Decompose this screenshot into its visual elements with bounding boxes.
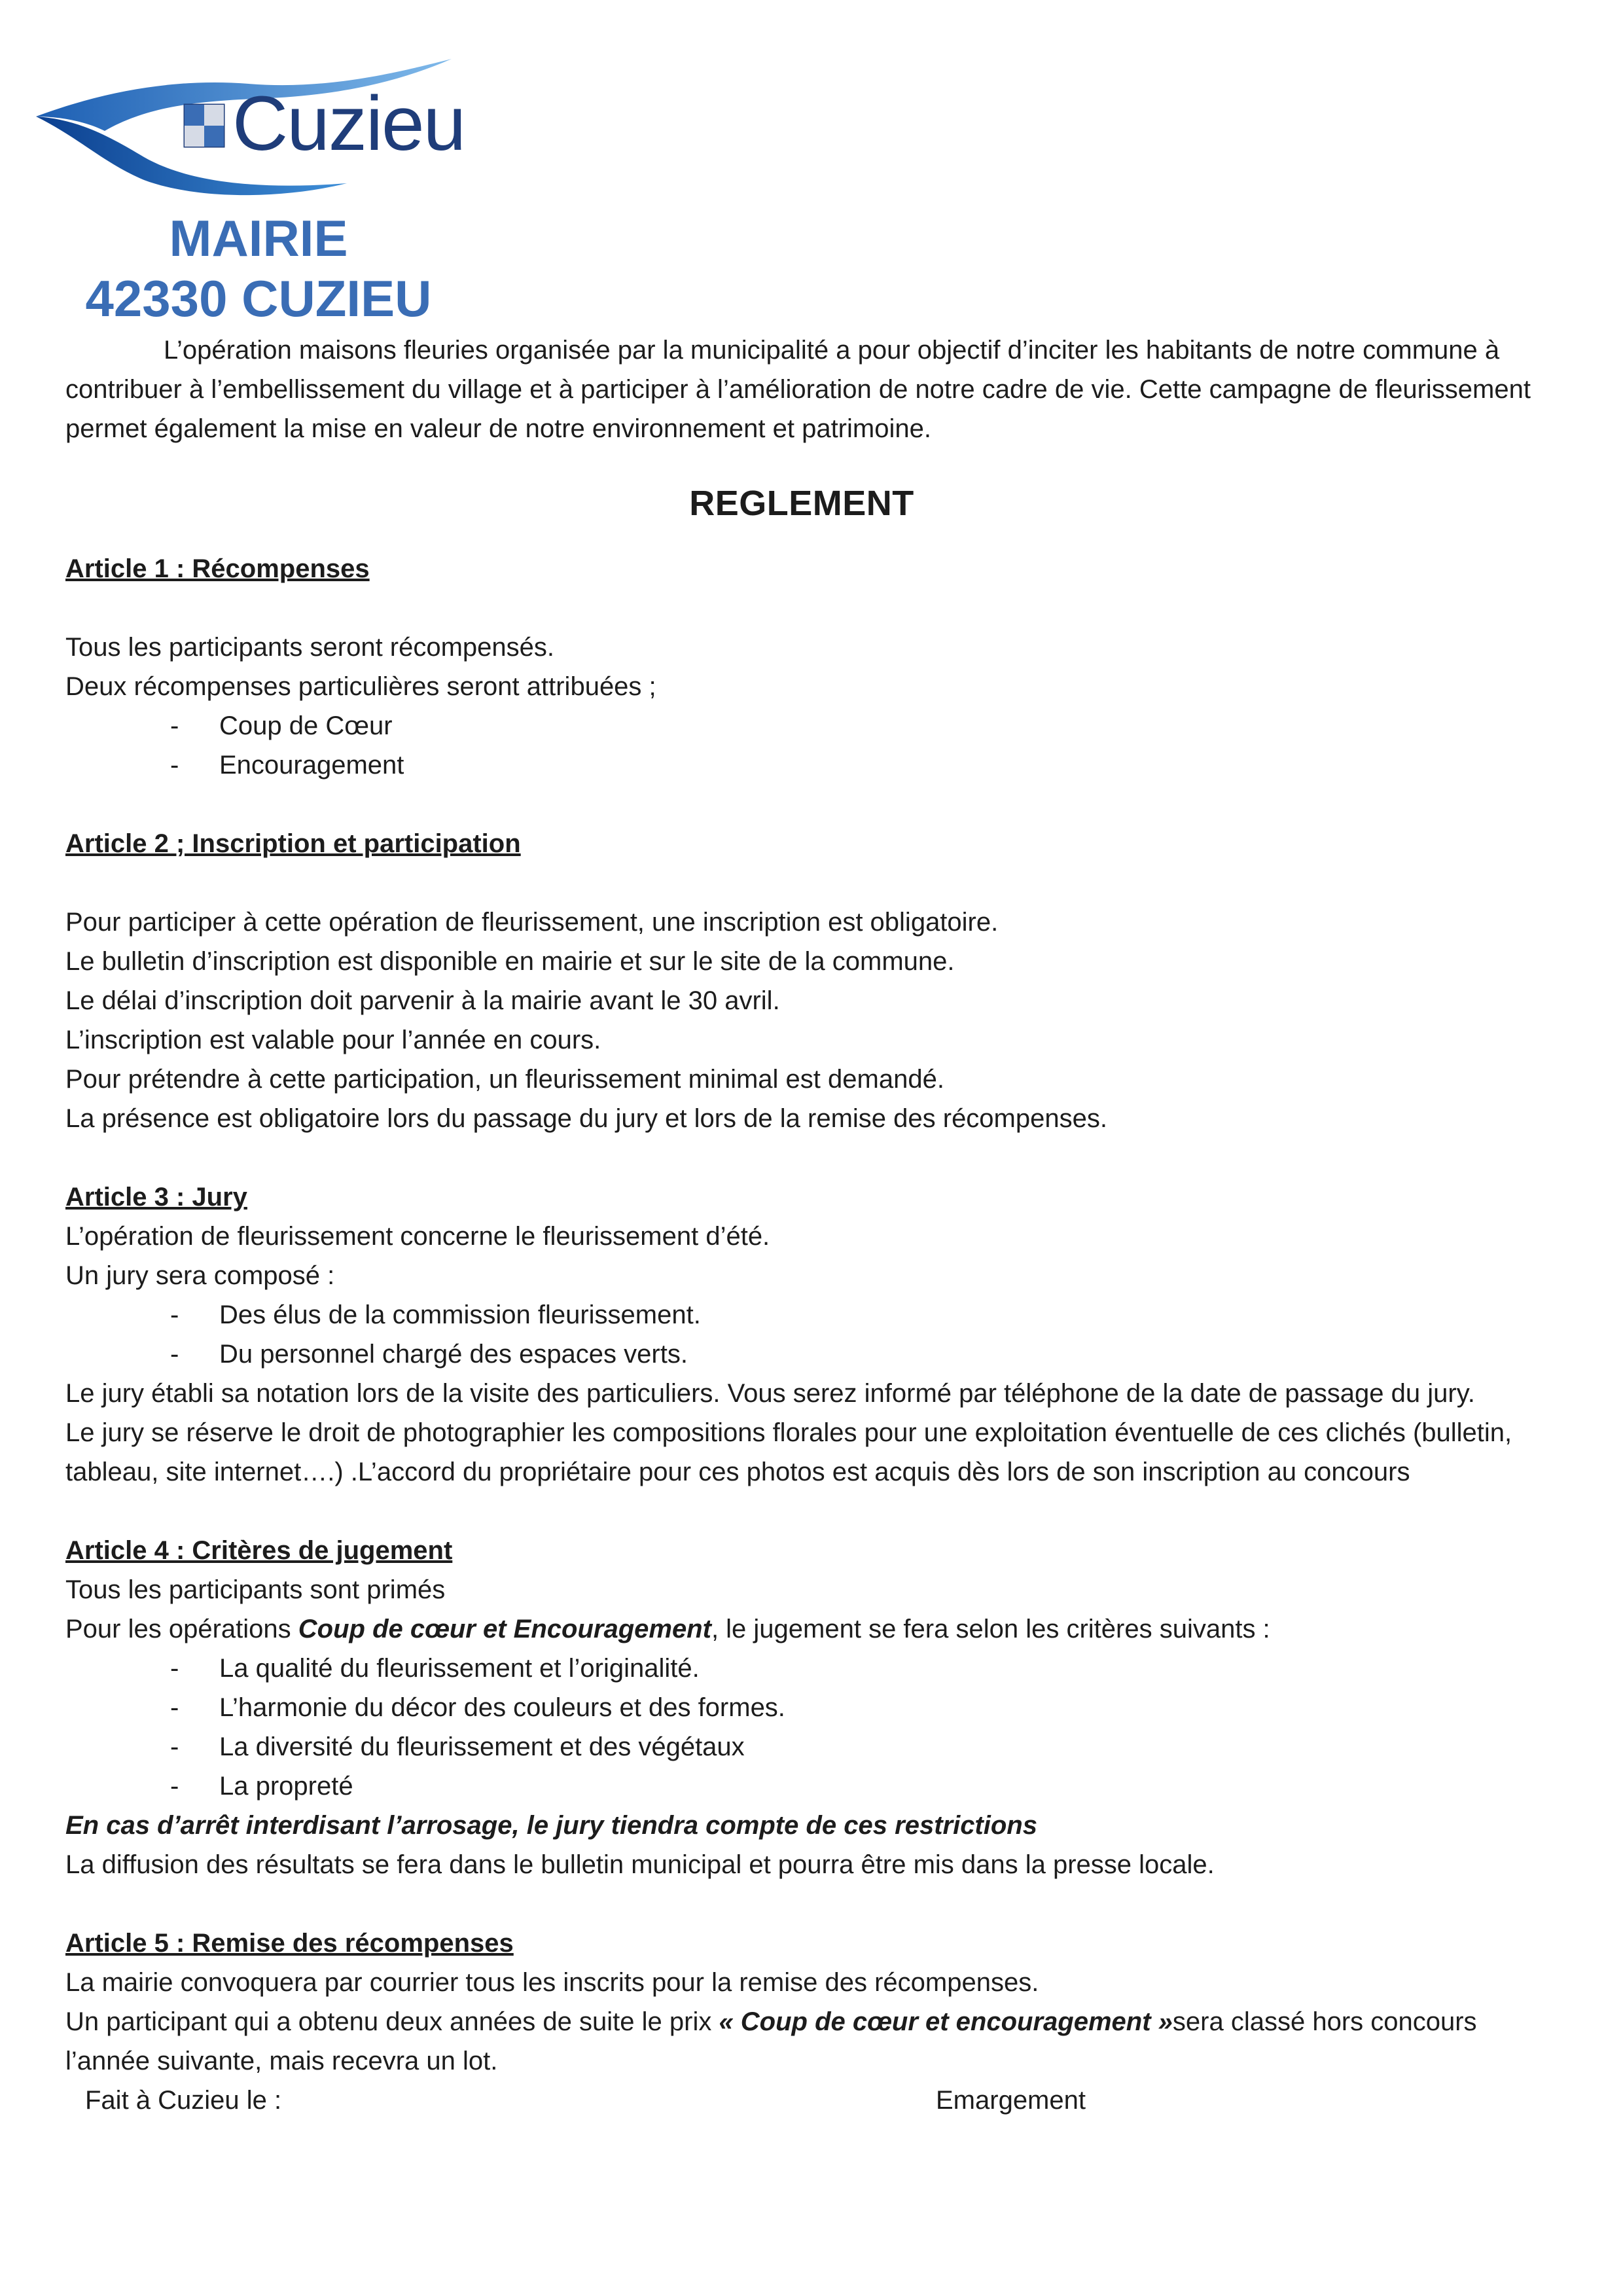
article4-bullet: - La propreté <box>170 1772 353 1801</box>
mairie-line1: MAIRIE <box>169 209 348 267</box>
article2-line: Pour participer à cette opération de fleurissement, une inscription est obligatoire. <box>65 908 999 937</box>
signature-emargement: Emargement <box>936 2086 1086 2115</box>
article2-line: Le délai d’inscription doit parvenir à la mairie avant le 30 avril. <box>65 986 780 1015</box>
article4-bullet: - La diversité du fleurissement et des végétaux <box>170 1732 745 1761</box>
logo-text: Cuzieu <box>232 81 465 167</box>
article3-bullet: - Des élus de la commission fleurissement. <box>170 1300 701 1329</box>
document-body <box>65 331 1538 2120</box>
article4-heading: Article 4 : Critères de jugement <box>65 1536 453 1565</box>
article3-paragraph1: Le jury établi sa notation lors de la visite des particuliers. Vous serez informé par téléphone de la date de passage du jury. <box>65 1379 1475 1408</box>
article4-note: En cas d’arrêt interdisant l’arrosage, le jury tiendra compte de ces restrictions <box>65 1811 1037 1840</box>
article2-line: La présence est obligatoire lors du passage du jury et lors de la remise des récompenses. <box>65 1104 1107 1133</box>
article1-bullet: - Encouragement <box>170 751 404 780</box>
intro-paragraph: L’opération maisons fleuries organisée par la municipalité a pour objectif d’inciter les habitants de notre commune à contribuer à l’embellissement du village et à participer à l’amélioration de notre cadre de vie. Cette campagne de fleurissement permet également la mise en valeur de notre environnement et patrimoine. <box>65 336 1531 443</box>
article1-line: Deux récompenses particulières seront attribuées ; <box>65 672 656 701</box>
article5-line: Un participant qui a obtenu deux années de suite le prix « Coup de cœur et encouragement »sera classé hors concours l’année suivante, mais recevra un lot. <box>65 2007 1477 2075</box>
article1-line: Tous les participants seront récompensés. <box>65 633 555 662</box>
article2-line: Le bulletin d’inscription est disponible en mairie et sur le site de la commune. <box>65 947 955 976</box>
article1-heading: Article 1 : Récompenses <box>65 554 370 583</box>
article5-heading: Article 5 : Remise des récompenses <box>65 1929 514 1958</box>
article2-line: Pour prétendre à cette participation, un fleurissement minimal est demandé. <box>65 1065 944 1094</box>
article4-bullet: - L’harmonie du décor des couleurs et des formes. <box>170 1693 785 1722</box>
article2-heading: Article 2 ; Inscription et participation <box>65 829 521 858</box>
signature-block <box>65 2081 1538 2120</box>
article5-line: La mairie convoquera par courrier tous les inscrits pour la remise des récompenses. <box>65 1968 1039 1997</box>
article1-bullet: - Coup de Cœur <box>170 711 393 740</box>
signature-place-date: Fait à Cuzieu le : <box>85 2086 282 2115</box>
article4-line: La diffusion des résultats se fera dans le bulletin municipal et pourra être mis dans la presse locale. <box>65 1850 1215 1879</box>
cuzieu-logo <box>33 59 484 196</box>
mairie-heading <box>0 208 517 329</box>
article4-line: Tous les participants sont primés <box>65 1575 446 1604</box>
document-title: REGLEMENT <box>689 484 914 523</box>
article2-line: L’inscription est valable pour l’année en cours. <box>65 1026 601 1054</box>
mairie-line2: 42330 CUZIEU <box>85 270 432 327</box>
article3-heading: Article 3 : Jury <box>65 1183 247 1211</box>
article3-line: L’opération de fleurissement concerne le fleurissement d’été. <box>65 1222 770 1251</box>
article3-line: Un jury sera composé : <box>65 1261 335 1290</box>
article4-bullet: - La qualité du fleurissement et l’originalité. <box>170 1654 700 1683</box>
article3-bullet: - Du personnel chargé des espaces verts. <box>170 1340 688 1369</box>
article3-paragraph2: Le jury se réserve le droit de photographier les compositions florales pour une exploitation éventuelle de ces clichés (bulletin, tableau, site internet….) .L’accord du propriétaire pour ces photos est acquis dès lors de son inscription au concours <box>65 1418 1512 1486</box>
coat-of-arms-icon <box>185 105 224 147</box>
article4-criteria-intro: Pour les opérations Coup de cœur et Encouragement, le jugement se fera selon les critères suivants : <box>65 1615 1270 1643</box>
